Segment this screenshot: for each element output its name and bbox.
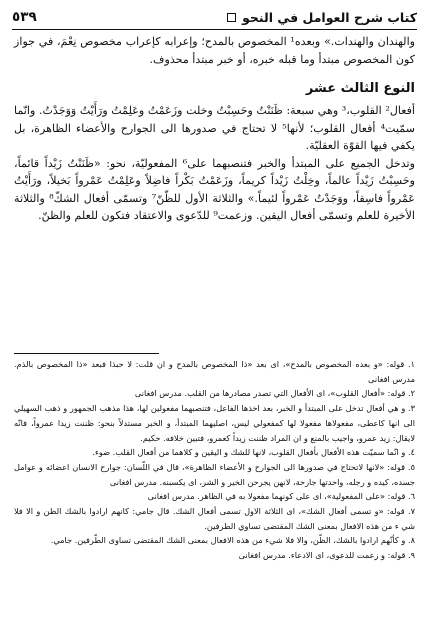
footnote: ١. قوله: «و بعده المخصوص بالمدح»، اى بعد «ذا المخصوص بالمدح و ان قلت: لا حبذا فبعد «ذا المخصوص بالذم. مدرس افغانى [14,359,415,384]
footnote: ٤. و انّما سميّت هذه الأفعال بأفعال القلوب، لانها للشك و اليقين و كلاهما من أفعال القلب. ضوء. [92,447,415,458]
page-header [12,6,417,28]
page-number: ٥٣٩ [12,9,37,25]
footnote: ٦. قوله: «على المفعولية»، اى على كونهما مفعولا به في الظاهر. مدرس افغانى [147,491,415,502]
header-rule [12,29,417,30]
footnote: ٥. قوله: «لانها لاتحتاج في صدورها الى الجوارح و الأعضاء الظاهرة»، قال في اللّسان: جوارح الانسان اعضائه و عوامل جسده، كيده و رجله، واحدتها جارحة، لانهن يجرحن الخير و الشر، اى يكسبنه. مدرس افغانى [14,461,415,487]
book-title: كتاب شرح العوامل في النحو [242,9,417,25]
footnotes [14,357,415,563]
footnote: ٣. و هي أفعال تدخل على المبتدأ و الخبر، بعد اخذها الفاعل، فتنصبهما مفعولين لها، هذا مذهب الجمهور و ذهب السهيلي الى انها كاعطى، مفعولاها مفعولا لها كمفعولي ليس، اصليهما المبتدأ، و الخبر مستدلاً بنحو: ظننت زيدا عمرواً، فانّه لايقال: زيد عمرو، واجيب بالمنع و ان المراد ظننت زيداً كعمرو، فتبين خلافه. حكيم. [14,403,415,443]
intro-paragraph: والهندان والهندات.» وبعده¹ المخصوص بالمدح؛ وإعرابه كإعراب مخصوص نِعْمَ، في جواز كون المخصوص مبتدأ وما قبله خبره، أو خبر مبتدأ محذوف. [14,35,416,66]
paragraph-examples: وتدخل الجميع على المبتدأ والخبر فتنصبهما على⁶ المفعوليّة، نحو: «ظَنَنْتُ زَيْداً قائماً، وحَسِبْتُ زَيْداً عالماً، وخِلْتُ زَيْداً كريماً، وزَعَمْتُ بَكْراً فاضِلاً وعَلِمْتُ عَمْرواً بَخيلاً، ورَأَيْتُ عَمْرواً فاسِقاً، ووَجَدْتُ عَمْرواً لئيماً.» والثلاثة الأول للظّنّ⁷ وتسمّى أفعال الشكّ⁸ والثلاثة الأخيرة للعلم وتسمّى أفعال اليقين. وزعمت⁹ للدّعوى والاعتقاد فتكون للعلم والظنّ. [14,156,415,222]
footnote-separator [14,353,159,354]
section-heading: النوع الثالث عشر [305,81,415,96]
footnote: ٨. و كأنّهم ارادوا بالشك، الظّن، والا فلا شيء من هذه الافعال بمعنى الشك المقتضى تساوى الطّرفين. جامي. [50,535,415,546]
footnote: ٢. قوله: «أفعال القلوب»، اى الأفعال التي تصدر مصادرها من القلب. مدرس افغانى [134,388,415,399]
footnote: ٧. قوله: «و تسمى أفعال الشك»، اى الثلاثة الاول تسمى أفعال الشك. قال جامي: كانهم ارادوا بالشك الظن و الا فلا شي ء من هذه الافعال بمعنى الشك المقتضى تساوي الطرفين. [14,506,415,531]
square-ornament-icon [227,13,236,22]
paragraph-definition: أفعال² القلوب،³ وهي سبعة: ظَنَنْتُ وحَسِبْتُ وخلت وزَعَمْتُ وعَلِمْتُ ورَأَيْتُ وَوَجَدْتُ. وانّما سمّيت⁴ أفعال القلوب؛ لأنها⁵ لا تحتاج في صدورها الى الجوارح والأعضاء الظاهرة، بل يكفي فيها القوّة العقليّة. [14,104,415,152]
footnote: ٩. قوله: و زعمت للدعوى، اى الادعاء. مدرس افغانى [238,550,415,561]
main-text [14,33,415,225]
